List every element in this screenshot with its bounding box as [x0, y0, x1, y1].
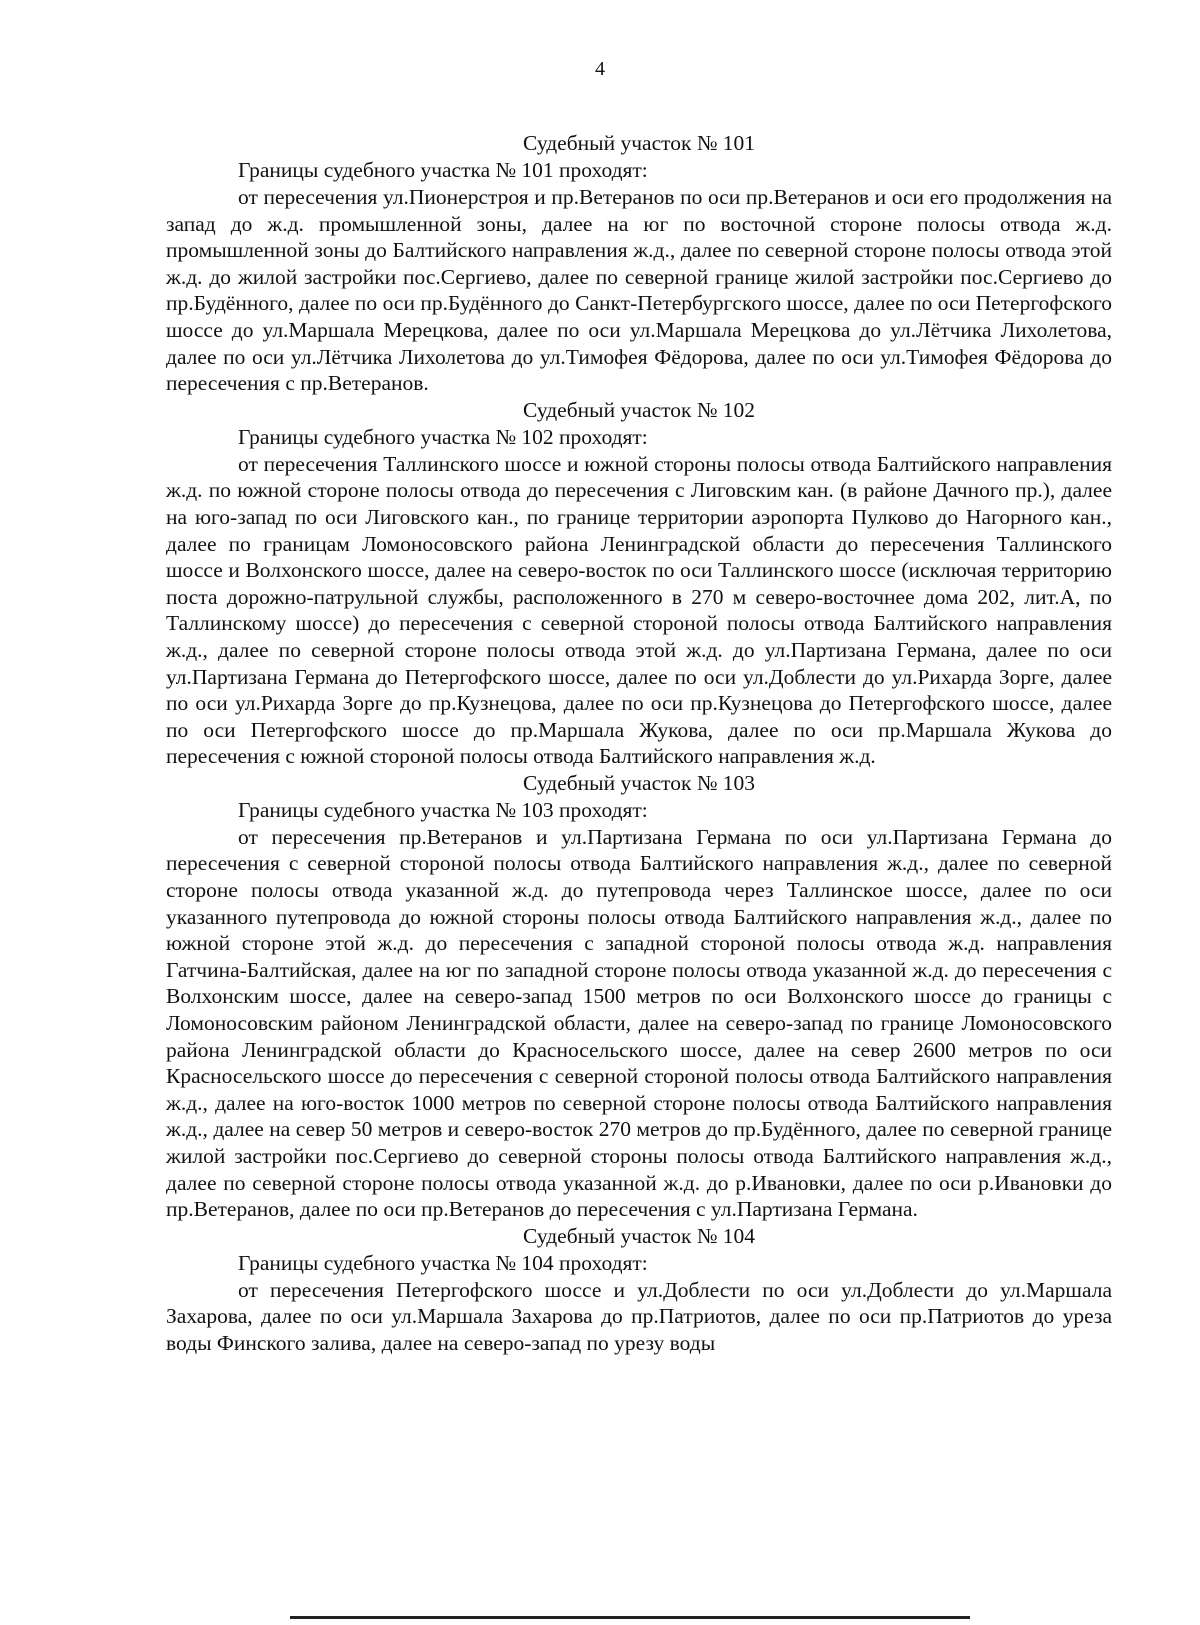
- section-103: [166, 770, 1112, 1223]
- section-boundary-text: от пересечения ул.Пионерстроя и пр.Ветеранов по оси пр.Ветеранов и оси его продолжения на запад до ж.д. промышленной зоны, далее на юг по восточной стороне полосы отвода ж.д. промышленной зоны до Балтийского направления ж.д., далее по северной стороне полосы отвода этой ж.д. до жилой застройки пос.Сергиево, далее по северной границе жилой застройки пос.Сергиево до пр.Будённого, далее по оси пр.Будённого до Санкт-Петербургского шоссе, далее по оси Петергофского шоссе до ул.Маршала Мерецкова, далее по оси ул.Маршала Мерецкова до ул.Лётчика Лихолетова, далее по оси ул.Лётчика Лихолетова до ул.Тимофея Фёдорова, далее по оси ул.Тимофея Фёдорова до пересечения с пр.Ветеранов.: [166, 185, 1112, 396]
- section-102: [166, 397, 1112, 770]
- section-boundary-text: от пересечения пр.Ветеранов и ул.Партизана Германа по оси ул.Партизана Германа до пересечения с северной стороной полосы отвода Балтийского направления ж.д., далее по северной стороне полосы отвода указанной ж.д. до путепровода через Таллинское шоссе, далее по оси указанного путепровода до южной стороны полосы отвода Балтийского направления ж.д., далее по южной стороне этой ж.д. до пересечения с западной стороной полосы отвода ж.д. направления Гатчина-Балтийская, далее на юг по западной стороне полосы отвода указанной ж.д. до пересечения с Волхонским шоссе, далее на северо-запад 1500 метров по оси Волхонского шоссе до границы с Ломоносовским районом Ленинградской области, далее на северо-запад по границе Ломоносовского района Ленинградской области до Красносельского шоссе, далее на север 2600 метров по оси Красносельского шоссе до пересечения с северной стороной полосы отвода Балтийского направления ж.д., далее на юго-восток 1000 метров по северной стороне полосы отвода Балтийского направления ж.д., далее на север 50 метров и северо-восток 270 метров до пр.Будённого, далее по северной границе жилой застройки пос.Сергиево до северной стороны полосы отвода Балтийского направления ж.д., далее по северной стороне полосы отвода указанной ж.д. до р.Ивановки, далее по оси р.Ивановки до пр.Ветеранов, далее по оси пр.Ветеранов до пересечения с ул.Партизана Германа.: [166, 824, 1112, 1222]
- section-101: [166, 130, 1112, 397]
- section-boundary-text: от пересечения Петергофского шоссе и ул.Доблести по оси ул.Доблести до ул.Маршала Захарова, далее по оси ул.Маршала Захарова до пр.Патриотов, далее по оси пр.Патриотов до уреза воды Финского залива, далее на северо-запад по урезу воды: [166, 1277, 1112, 1355]
- document-body: [166, 130, 1112, 1357]
- page-number: 4: [595, 58, 605, 80]
- section-subtitle: Границы судебного участка № 103 проходят:: [238, 797, 648, 822]
- section-heading: Судебный участок № 102: [523, 397, 755, 422]
- section-heading: Судебный участок № 101: [523, 131, 755, 155]
- section-104: [166, 1223, 1112, 1357]
- section-boundary-text: от пересечения Таллинского шоссе и южной стороны полосы отвода Балтийского направления ж.д. по южной стороне полосы отвода до пересечения с Лиговским кан. (в районе Дачного пр.), далее на юго-запад по оси Лиговского кан., по границе территории аэропорта Пулково до Нагорного кан., далее по границам Ломоносовского района Ленинградской области до пересечения Таллинского шоссе и Волхонского шоссе, далее на северо-восток по оси Таллинского шоссе (исключая территорию поста дорожно-патрульной службы, расположенного в 270 м северо-восточнее дома 202, лит.А, по Таллинскому шоссе) до пересечения с северной стороной полосы отвода Балтийского направления ж.д., далее по северной стороне полосы отвода этой ж.д. до ул.Партизана Германа, далее по оси ул.Партизана Германа до Петергофского шоссе, далее по оси ул.Доблести до ул.Рихарда Зорге, далее по оси ул.Рихарда Зорге до пр.Кузнецова, далее по оси пр.Кузнецова до Петергофского шоссе, далее по оси Петергофского шоссе до пр.Маршала Жукова, далее по оси пр.Маршала Жукова до пересечения с южной стороной полосы отвода Балтийского направления ж.д.: [166, 451, 1112, 769]
- scan-edge-line: [290, 1616, 970, 1619]
- section-subtitle: Границы судебного участка № 104 проходят:: [238, 1250, 648, 1275]
- section-subtitle: Границы судебного участка № 102 проходят:: [238, 424, 648, 449]
- section-heading: Судебный участок № 103: [523, 770, 755, 795]
- section-subtitle: Границы судебного участка № 101 проходят:: [238, 158, 648, 182]
- section-heading: Судебный участок № 104: [523, 1223, 755, 1248]
